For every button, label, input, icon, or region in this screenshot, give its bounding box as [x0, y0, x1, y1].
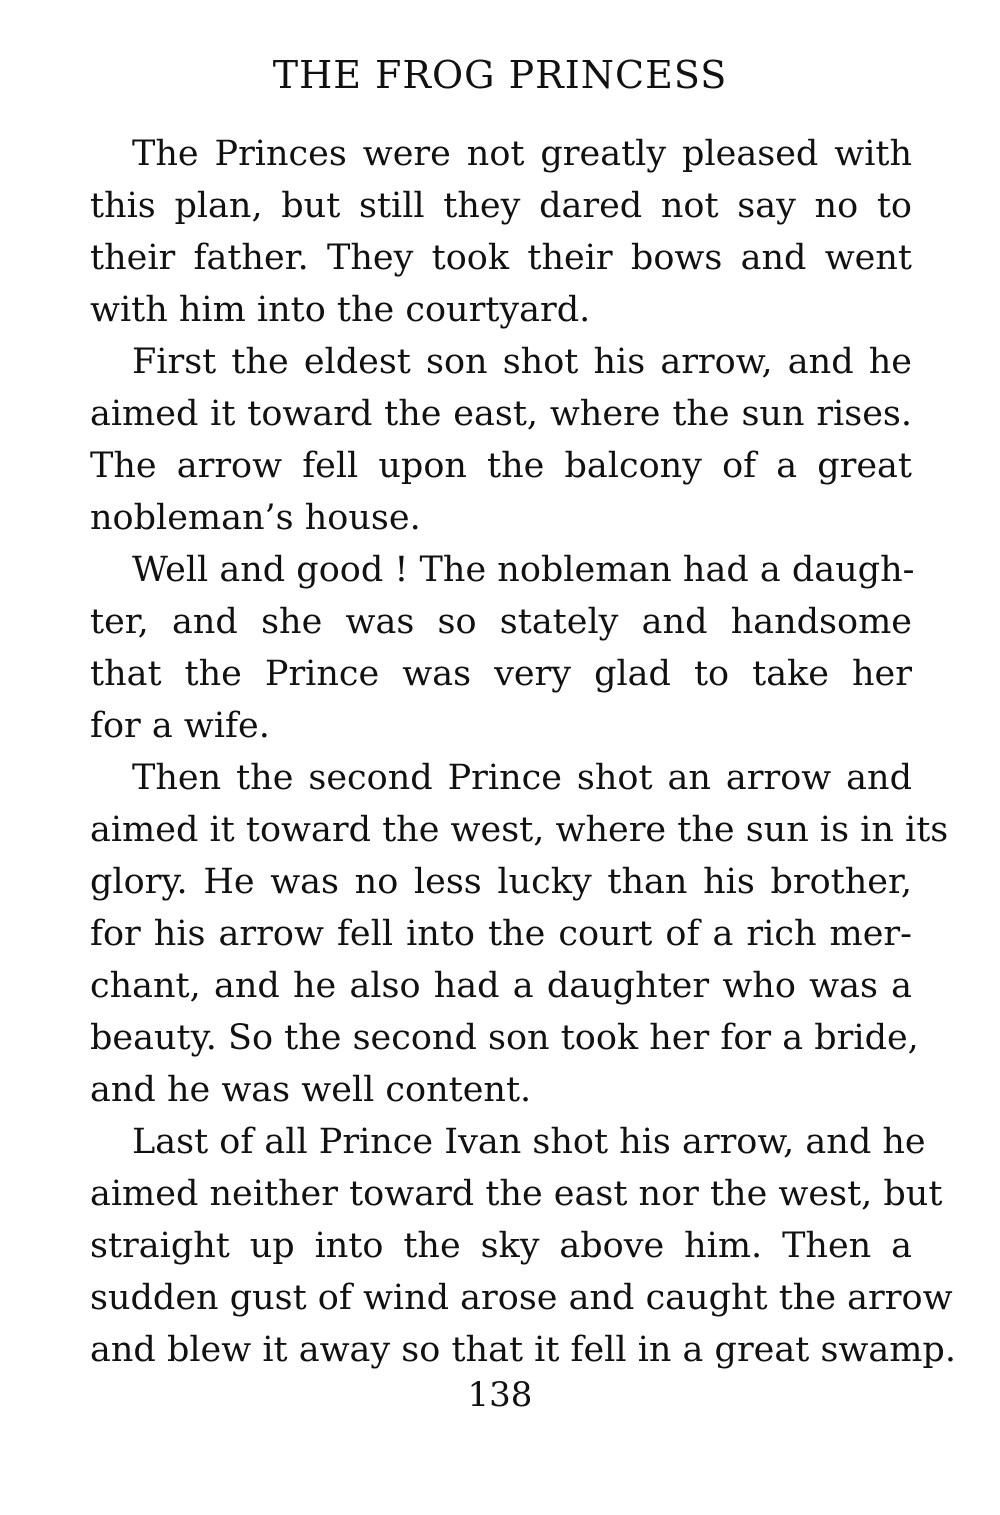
text-line: aimed it toward the east, where the sun rises. [90, 394, 912, 434]
text-line: Then the second Prince shot an arrow and [132, 758, 912, 798]
text-line: sudden gust of wind arose and caught the arrow [90, 1278, 953, 1318]
text-line: this plan, but still they dared not say no to [90, 186, 912, 226]
text-line: straight up into the sky above him. Then a [90, 1226, 912, 1266]
text-line: The Princes were not greatly pleased with [132, 134, 912, 174]
text-line: The arrow fell upon the balcony of a great [90, 446, 912, 486]
text-line: Last of all Prince Ivan shot his arrow, and he [132, 1122, 926, 1162]
body-text [90, 128, 956, 1376]
text-line: Well and good ! The nobleman had a daugh- [132, 550, 915, 590]
running-head: THE FROG PRINCESS [272, 53, 728, 97]
text-line: First the eldest son shot his arrow, and he [132, 342, 912, 382]
paragraph [90, 544, 915, 752]
text-line: glory. He was no less lucky than his brother, [90, 862, 912, 902]
paragraph [90, 336, 912, 544]
paragraph [90, 128, 912, 336]
text-line: aimed neither toward the east nor the west, but [90, 1174, 943, 1214]
text-line: for a wife. [90, 706, 270, 746]
paragraph [90, 1116, 956, 1376]
text-line: beauty. So the second son took her for a bride, [90, 1018, 919, 1058]
text-line: ter, and she was so stately and handsome [90, 602, 912, 642]
page-number: 138 [467, 1375, 533, 1415]
paragraph [90, 752, 949, 1116]
text-line: aimed it toward the west, where the sun is in its [90, 810, 949, 850]
text-line: and he was well content. [90, 1070, 532, 1110]
text-line: nobleman’s house. [90, 498, 421, 538]
text-line: for his arrow fell into the court of a rich mer- [90, 914, 912, 954]
text-line: and blew it away so that it fell in a great swamp. [90, 1330, 956, 1370]
text-line: that the Prince was very glad to take her [90, 654, 912, 694]
text-line: chant, and he also had a daughter who was a [90, 966, 912, 1006]
text-line: with him into the courtyard. [90, 290, 591, 330]
text-line: their father. They took their bows and went [90, 238, 912, 278]
